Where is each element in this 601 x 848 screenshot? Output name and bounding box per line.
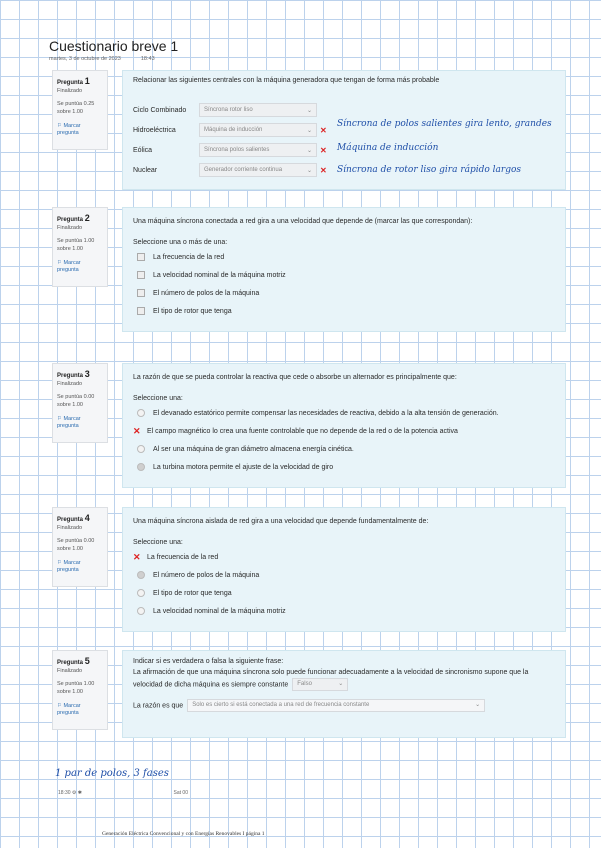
radio (137, 463, 145, 471)
option[interactable]: El número de polos de la máquina (133, 566, 555, 584)
radio (137, 409, 145, 417)
reason-select[interactable]: Solo es cierto si está conectada a una red de frecuencia constante ⌄ (187, 699, 485, 712)
chevron-down-icon: ⌄ (306, 107, 312, 114)
chevron-down-icon: ⌄ (306, 167, 312, 174)
flag-question-4[interactable]: ⚐ Marcar pregunta (57, 559, 81, 574)
handwritten-note: Máquina de inducción (337, 143, 439, 153)
radio (137, 607, 145, 615)
page-date: martes, 3 de octubre de 2023 18:43 (49, 56, 155, 62)
handwritten-note: Síncrona de polos salientes gira lento, grandes (337, 119, 552, 129)
page-title: Cuestionario breve 1 (49, 38, 179, 54)
chevron-down-icon: ⌄ (306, 147, 312, 154)
question-info-3: Pregunta 3 Finalizado Se puntúa 0.00 sobre 1.00 ⚐ Marcar pregunta (52, 363, 108, 443)
handwritten-note: 1 par de polos, 3 fases (55, 768, 169, 779)
wrong-icon: ✕ (133, 425, 141, 436)
match-select[interactable]: Síncrona polos salientes ⌄ (199, 143, 317, 157)
question-info-2: Pregunta 2 Finalizado Se puntúa 1.00 sobre 1.00 ⚐ Marcar pregunta (52, 207, 108, 287)
option[interactable]: ✕ La frecuencia de la red (133, 551, 219, 562)
match-select[interactable]: Máquina de inducción ⌄ (199, 123, 317, 137)
radio (137, 445, 145, 453)
wrong-icon: ✕ (320, 145, 327, 155)
flag-icon: ⚐ (57, 259, 62, 266)
chevron-down-icon: ⌄ (306, 127, 312, 134)
option[interactable]: El número de polos de la máquina (133, 284, 555, 302)
checkbox (137, 289, 145, 297)
wrong-icon: ✕ (320, 125, 327, 135)
checkbox (137, 253, 145, 261)
chevron-down-icon: ⌄ (338, 681, 344, 687)
option[interactable]: El tipo de rotor que tenga (133, 302, 555, 320)
question-box-1: Relacionar las siguientes centrales con la máquina generadora que tengan de forma más probable Ciclo Combinado Síncrona rotor liso ⌄ Hidroeléctrica Máquina de inducción ⌄ ✕ Eólica Síncrona polos salientes ⌄ ✕ Nuclear Generador corriente continua ⌄ ✕ (122, 70, 566, 190)
match-select[interactable]: Generador corriente continua ⌄ (199, 163, 317, 177)
checkbox (137, 271, 145, 279)
option[interactable]: Al ser una máquina de gran diámetro almacena energía cinética. (133, 440, 555, 458)
flag-icon: ⚐ (57, 415, 62, 422)
flag-icon: ⚐ (57, 702, 62, 709)
flag-icon: ⚐ (57, 122, 62, 129)
flag-icon: ⚐ (57, 559, 62, 566)
option[interactable]: La velocidad nominal de la máquina motriz (133, 602, 555, 620)
flag-question-3[interactable]: ⚐ Marcar pregunta (57, 415, 81, 430)
question-box-4: Una máquina síncrona aislada de red gira a una velocidad que depende fundamentalmente de: Seleccione una: ✕ La frecuencia de la red El número de polos de la máquina El tipo de rotor que tenga La velocidad nominal de la máquina motriz (122, 507, 566, 632)
checkbox (137, 307, 145, 315)
question-box-5: Indicar si es verdadera o falsa la siguiente frase: La afirmación de que una máquina síncrona solo puede funcionar adecuadamente a la velocidad de sincronismo supone que la velocidad de dicha máquina es siempre constante Falso ⌄ La razón es que Solo es cierto si está conectada a una red de frecuencia constante ⌄ (122, 650, 566, 738)
question-box-3: La razón de que se pueda controlar la reactiva que cede o absorbe un alternador es principalmente que: Seleccione una: El devanado estatórico permite compensar las necesidades de reactiva, debido a la alta tensión de generación. ✕ El campo magnético lo crea una fuente controlable que no depende de la red o de la potencia activa Al ser una máquina de gran diámetro almacena energía cinética. La turbina motora permite el ajuste de la velocidad de giro (122, 363, 566, 488)
option[interactable]: La turbina motora permite el ajuste de la velocidad de giro (133, 458, 555, 476)
radio (137, 589, 145, 597)
question-info-5: Pregunta 5 Finalizado Se puntúa 1.00 sobre 1.00 ⚐ Marcar pregunta (52, 650, 108, 730)
page-footer: Generación Eléctrica Convencional y con Energías Renovables I página 1 (102, 831, 265, 837)
option[interactable]: La velocidad nominal de la máquina motriz (133, 266, 555, 284)
option[interactable]: ✕ El campo magnético lo crea una fuente controlable que no depende de la red o de la potencia activa (133, 425, 458, 436)
flag-question-2[interactable]: ⚐ Marcar pregunta (57, 259, 81, 274)
chevron-down-icon: ⌄ (475, 702, 481, 708)
handwritten-note: Síncrona de rotor liso gira rápido largos (337, 165, 522, 175)
option[interactable]: La frecuencia de la red (133, 248, 555, 266)
option[interactable]: El tipo de rotor que tenga (133, 584, 555, 602)
wrong-icon: ✕ (320, 165, 327, 175)
flag-question-5[interactable]: ⚐ Marcar pregunta (57, 702, 81, 717)
wrong-icon: ✕ (133, 551, 141, 562)
question-info-1: Pregunta 1 Finalizado Se puntúa 0.25 sobre 1.00 ⚐ Marcar pregunta (52, 70, 108, 150)
flag-question-1[interactable]: ⚐ Marcar pregunta (57, 122, 81, 137)
phone-status-bar: 18:30 ⚙ ✱ Sat 00 (58, 790, 188, 796)
question-info-4: Pregunta 4 Finalizado Se puntúa 0.00 sobre 1.00 ⚐ Marcar pregunta (52, 507, 108, 587)
question-box-2: Una máquina síncrona conectada a red gira a una velocidad que depende de (marcar las que correspondan): Seleccione una o más de una: La frecuencia de la red La velocidad nominal de la máquina motriz El número de polos de la máquina El tipo de rotor que tenga (122, 207, 566, 332)
option[interactable]: El devanado estatórico permite compensar las necesidades de reactiva, debido a la alta tensión de generación. (133, 404, 555, 422)
radio (137, 571, 145, 579)
question-text: Relacionar las siguientes centrales con la máquina generadora que tengan de forma más probable (133, 77, 440, 84)
true-false-select[interactable]: Falso ⌄ (292, 678, 348, 691)
match-select[interactable]: Síncrona rotor liso ⌄ (199, 103, 317, 117)
